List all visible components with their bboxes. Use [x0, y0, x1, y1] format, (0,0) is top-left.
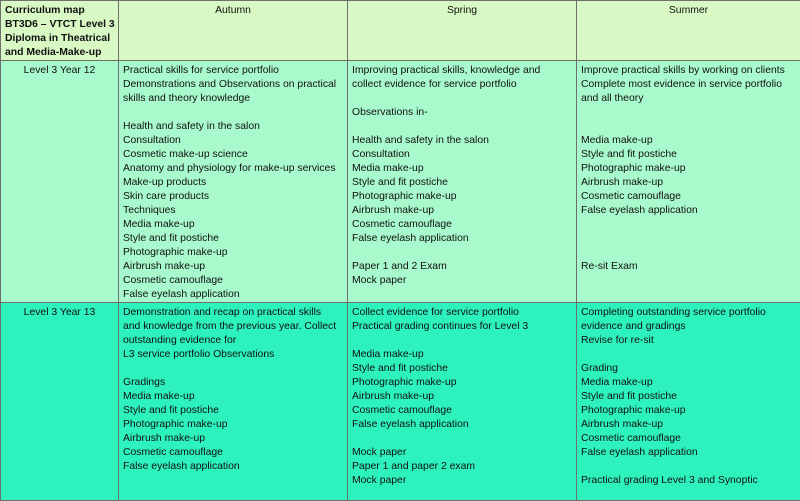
cell-line: Observations in- — [352, 106, 572, 120]
cell-line — [352, 246, 572, 260]
cell-line: Cosmetic camouflage — [352, 404, 572, 418]
cell-line: Practical grading continues for Level 3 — [352, 320, 572, 334]
cell-line: Demonstration and recap on practical skills — [123, 306, 343, 320]
cell-line: Photographic make-up — [123, 246, 343, 260]
cell-line — [581, 246, 796, 260]
cell-line: Style and fit postiche — [123, 404, 343, 418]
cell-summer — [577, 303, 800, 501]
cell-line: Collect evidence for service portfolio — [352, 306, 572, 320]
row-label: Level 3 Year 12 — [1, 61, 119, 303]
cell-line: Media make-up — [352, 162, 572, 176]
cell-line: Style and fit postiche — [352, 362, 572, 376]
cell-line: Photographic make-up — [352, 190, 572, 204]
cell-line: Airbrush make-up — [123, 260, 343, 274]
cell-line: Health and safety in the salon — [352, 134, 572, 148]
cell-line: Airbrush make-up — [352, 390, 572, 404]
cell-line: Health and safety in the salon — [123, 120, 343, 134]
cell-line: Consultation — [352, 148, 572, 162]
cell-line — [352, 334, 572, 348]
cell-line — [123, 362, 343, 376]
cell-line: Photographic make-up — [581, 404, 796, 418]
cell-line: Cosmetic camouflage — [581, 190, 796, 204]
cell-autumn — [119, 303, 348, 501]
cell-line: Airbrush make-up — [581, 176, 796, 190]
cell-line: Improve practical skills by working on clients — [581, 64, 796, 78]
cell-line: L3 service portfolio Observations — [123, 348, 343, 362]
cell-line: Photographic make-up — [123, 418, 343, 432]
cell-line: Media make-up — [581, 134, 796, 148]
cell-line — [123, 106, 343, 120]
cell-line — [352, 432, 572, 446]
cell-line: Consultation — [123, 134, 343, 148]
column-header-autumn: Autumn — [119, 1, 348, 61]
cell-line: Practical skills for service portfolio — [123, 64, 343, 78]
cell-line: False eyelash application — [581, 446, 796, 460]
cell-spring — [348, 303, 577, 501]
cell-line — [581, 348, 796, 362]
cell-line: Mock paper — [352, 446, 572, 460]
cell-line: Cosmetic camouflage — [581, 432, 796, 446]
cell-line: Skin care products — [123, 190, 343, 204]
cell-line: Media make-up — [123, 390, 343, 404]
cell-line: Style and fit postiche — [123, 232, 343, 246]
cell-line: False eyelash application — [352, 232, 572, 246]
cell-line: Photographic make-up — [352, 376, 572, 390]
cell-summer — [577, 61, 800, 303]
cell-line: collect evidence for service portfolio — [352, 78, 572, 92]
cell-line: Cosmetic camouflage — [123, 274, 343, 288]
cell-line: Style and fit postiche — [352, 176, 572, 190]
cell-line: Practical grading Level 3 and Synoptic — [581, 474, 796, 488]
cell-line: Photographic make-up — [581, 162, 796, 176]
column-header-summer: Summer — [577, 1, 800, 61]
cell-line — [581, 106, 796, 120]
cell-line — [581, 120, 796, 134]
cell-line: False eyelash application — [352, 418, 572, 432]
cell-line: Airbrush make-up — [352, 204, 572, 218]
row-label: Level 3 Year 13 — [1, 303, 119, 501]
table-title-line: BT3D6 – VTCT Level 3 — [5, 18, 114, 32]
table-title-line: Diploma in Theatrical — [5, 32, 114, 46]
cell-spring — [348, 61, 577, 303]
cell-line: and knowledge from the previous year. Collect — [123, 320, 343, 334]
cell-line: False eyelash application — [123, 460, 343, 474]
cell-line: Media make-up — [123, 218, 343, 232]
cell-line: Gradings — [123, 376, 343, 390]
table-title-cell — [1, 1, 119, 61]
cell-line: Mock paper — [352, 474, 572, 488]
cell-line: Revise for re-sit — [581, 334, 796, 348]
cell-line: Grading — [581, 362, 796, 376]
cell-line: Completing outstanding service portfolio — [581, 306, 796, 320]
cell-line: Cosmetic camouflage — [352, 218, 572, 232]
cell-line: Demonstrations and Observations on practical — [123, 78, 343, 92]
cell-line: skills and theory knowledge — [123, 92, 343, 106]
cell-line: Airbrush make-up — [123, 432, 343, 446]
cell-line: Mock paper — [352, 274, 572, 288]
cell-line: Re-sit Exam — [581, 260, 796, 274]
cell-line: Cosmetic make-up science — [123, 148, 343, 162]
cell-line: Cosmetic camouflage — [123, 446, 343, 460]
cell-line: Improving practical skills, knowledge and — [352, 64, 572, 78]
table-title-line: Curriculum map — [5, 4, 114, 18]
cell-line: Style and fit postiche — [581, 390, 796, 404]
cell-line: Paper 1 and 2 Exam — [352, 260, 572, 274]
cell-line: Media make-up — [352, 348, 572, 362]
cell-line: Make-up products — [123, 176, 343, 190]
cell-line: Techniques — [123, 204, 343, 218]
cell-line: outstanding evidence for — [123, 334, 343, 348]
table-row-year-13 — [1, 303, 800, 501]
column-header-spring: Spring — [348, 1, 577, 61]
table-title-line: and Media-Make-up — [5, 46, 114, 60]
cell-autumn — [119, 61, 348, 303]
cell-line: Media make-up — [581, 376, 796, 390]
table-row-year-12 — [1, 61, 800, 303]
cell-line: False eyelash application — [581, 204, 796, 218]
cell-line: Airbrush make-up — [581, 418, 796, 432]
cell-line: Style and fit postiche — [581, 148, 796, 162]
cell-line: Anatomy and physiology for make-up services — [123, 162, 343, 176]
cell-line: evidence and gradings — [581, 320, 796, 334]
cell-line: Complete most evidence in service portfolio — [581, 78, 796, 92]
cell-line: Paper 1 and paper 2 exam — [352, 460, 572, 474]
cell-line — [352, 120, 572, 134]
header-row — [1, 1, 800, 61]
cell-line — [352, 92, 572, 106]
cell-line: False eyelash application — [123, 288, 343, 302]
cell-line — [581, 218, 796, 232]
cell-line — [581, 232, 796, 246]
cell-line — [581, 460, 796, 474]
cell-line: and all theory — [581, 92, 796, 106]
